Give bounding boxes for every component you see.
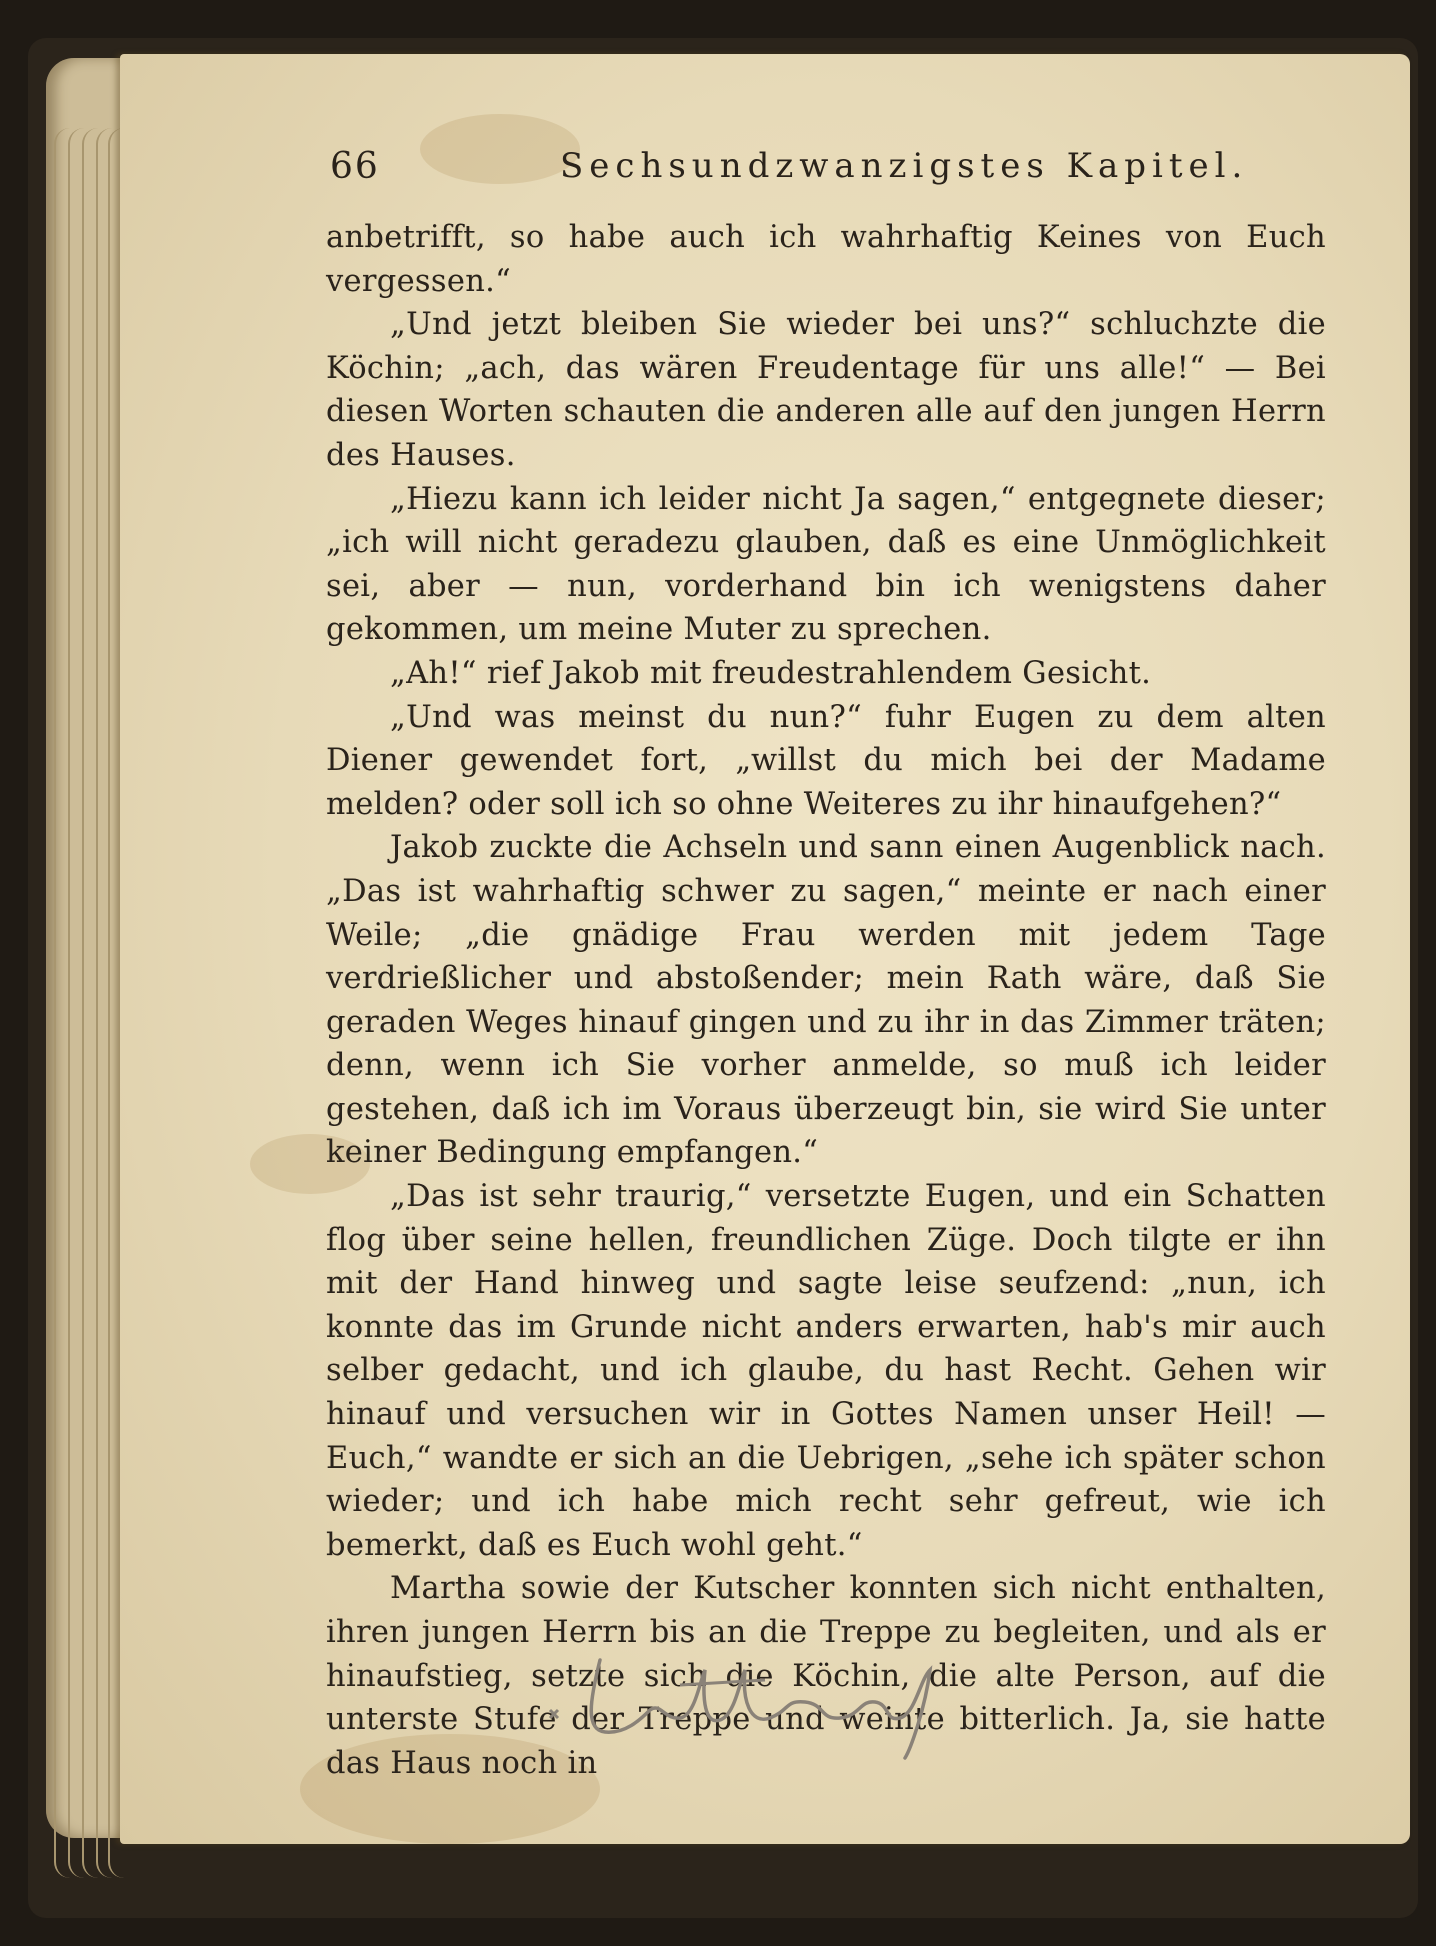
running-title: Sechsundzwanzigstes Kapitel. [560, 146, 1249, 186]
paragraph: Martha sowie der Kutscher konnten sich nicht enthalten, ihren jungen Herrn bis an die Treppe zu begleiten, und als er hinaufstieg, setzte sich die Köchin, die alte Person, auf die unterste Stufe der Treppe und weinte bitterlich. Ja, sie hatte das Haus noch in [326, 1571, 1326, 1781]
paragraph: „Und was meinst du nun?“ fuhr Eugen zu dem alten Diener gewendet fort, „willst du mich bei der Madame melden? oder soll ich so ohne Weiteres zu ihr hinaufgehen?“ [326, 699, 1326, 822]
paragraph: „Ah!“ rief Jakob mit freudestrahlendem Gesicht. [390, 655, 1152, 691]
body-text [326, 216, 1326, 1785]
paragraph: „Hiezu kann ich leider nicht Ja sagen,“ entgegnete dieser; „ich will nicht geradezu glauben, daß es eine Unmöglichkeit sei, aber — nun, vorderhand bin ich wenigstens daher gekommen, um meine Muter zu sprechen. [326, 481, 1326, 648]
page-header [210, 146, 1330, 206]
page-content [210, 146, 1330, 1785]
paragraph: anbetrifft, so habe auch ich wahrhaftig Keines von Euch vergessen.“ [326, 220, 1326, 299]
paragraph: Jakob zuckte die Achseln und sann einen Augenblick nach. „Das ist wahrhaftig schwer zu sagen,“ meinte er nach einer Weile; „die gnädige Frau werden mit jedem Tage verdrießlicher und abstoßender; mein Rath wäre, daß Sie geraden Weges hinauf gingen und zu ihr in das Zimmer träten; denn, wenn ich Sie vorher anmelde, so muß ich leider gestehen, daß ich im Voraus überzeugt bin, sie wird Sie unter keiner Bedingung empfangen.“ [326, 830, 1326, 1171]
paragraph: „Das ist sehr traurig,“ versetzte Eugen, und ein Schatten flog über seine hellen, freundlichen Züge. Doch tilgte er ihn mit der Hand hinweg und sagte leise seufzend: „nun, ich konnte das im Grunde nicht anders erwarten, hab's mir auch selber gedacht, und ich glaube, du hast Recht. Gehen wir hinauf und versuchen wir in Gottes Namen unser Heil! — Euch,“ wandte er sich an die Uebrigen, „sehe ich später schon wieder; und ich habe mich recht sehr gefreut, wie ich bemerkt, daß es Euch wohl geht.“ [326, 1179, 1326, 1563]
handwritten-signature [530, 1640, 990, 1760]
page-number: 66 [330, 146, 380, 187]
paragraph: „Und jetzt bleiben Sie wieder bei uns?“ schluchzte die Köchin; „ach, das wären Freudentage für uns alle!“ — Bei diesen Worten schauten die anderen alle auf den jungen Herrn des Hauses. [326, 307, 1326, 473]
